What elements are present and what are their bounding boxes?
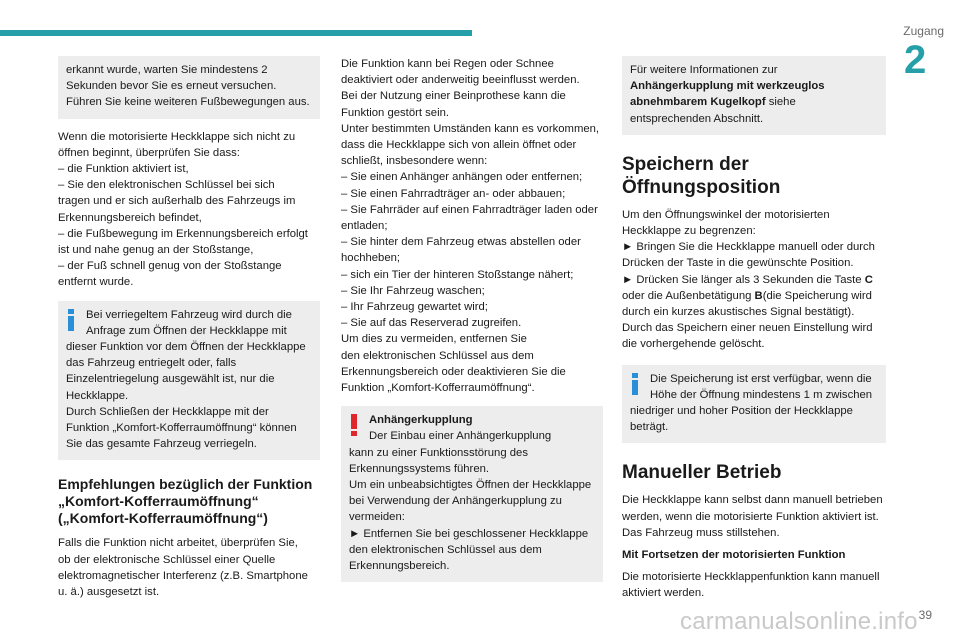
text-line: ► Entfernen Sie bei geschlossener Heckklappe [349, 527, 589, 540]
text-line: die vorhergehende gelöscht. [622, 338, 765, 351]
warning-box-hitch [341, 406, 603, 582]
text-line: Drücken der Taste in die gewünschte Position. [622, 257, 854, 270]
text-line: Die Speicherung ist erst verfügbar, wenn die [650, 372, 872, 385]
text-line: abnehmbarem Kugelkopf siehe [630, 96, 796, 109]
text-line: Um den Öffnungswinkel der motorisierten [622, 208, 830, 221]
text-line: beträgt. [630, 421, 669, 434]
text-line: öffnen beginnt, überprüfen Sie dass: [58, 146, 240, 159]
text-line: den elektronischen Schlüssel aus dem [341, 349, 534, 362]
text-line: ob der elektronische Schlüssel einer Quelle [58, 553, 276, 566]
text-line: u. ä.) ausgesetzt ist. [58, 586, 160, 599]
text-line: – die Funktion aktiviert ist, [58, 163, 189, 176]
text-line: bei Verwendung der Anhängerkupplung zu [349, 495, 562, 508]
text-line: das Fahrzeug entriegelt oder, falls [66, 357, 237, 370]
text-line: dass die Heckklappe sich von allein öffnet oder [341, 139, 577, 152]
page-number: 39 [918, 608, 932, 622]
text-line: hochheben; [341, 252, 401, 265]
chapter-number: 2 [904, 38, 927, 82]
text-line: aktiviert werden. [622, 587, 705, 600]
info-icon [66, 309, 76, 331]
text-line: Funktion „Komfort-Kofferraumöffnung“. [341, 382, 535, 395]
info-box-save [622, 365, 886, 444]
text-line: Anfrage zum Öffnen der Heckklappe mit [86, 324, 287, 337]
text-line: Erkennungssystems führen. [349, 462, 490, 475]
text-line: Heckklappe. [66, 389, 129, 402]
text-line: entsprechenden Abschnitt. [630, 112, 764, 125]
text-line: ► Drücken Sie länger als 3 Sekunden die Taste C [622, 273, 873, 286]
text-line: vermeiden: [349, 511, 405, 524]
column-3 [622, 56, 886, 601]
heading-manual-operation: Manueller Betrieb [622, 462, 782, 484]
paragraph-interference [58, 535, 320, 600]
text-line: – Sie den elektronischen Schlüssel bei sich [58, 179, 275, 192]
text-line: elektromagnetischer Interferenz (z.B. Smartphone [58, 569, 308, 582]
text-line: tragen und er sich außerhalb des Fahrzeugs im [58, 195, 296, 208]
text-line: Bei verriegeltem Fahrzeug wird durch die [86, 308, 292, 321]
subheading-continue-motorised: Mit Fortsetzen der motorisierten Funktion [622, 549, 846, 562]
text-line: Einzelentriegelung ausgewählt ist, nur die [66, 373, 275, 386]
header-accent-bar [0, 30, 472, 36]
text-line: – Sie einen Anhänger anhängen oder entfernen; [341, 171, 583, 184]
paragraph-save-position [622, 207, 886, 353]
text-line: Die Funktion kann bei Regen oder Schnee [341, 58, 554, 70]
column-2 [341, 56, 603, 592]
text-line: ► Bringen Sie die Heckklappe manuell oder durch [622, 241, 875, 254]
paragraph-conditions [341, 56, 603, 396]
text-line: Der Einbau einer Anhängerkupplung [369, 430, 552, 443]
paragraph-manual [622, 492, 886, 541]
text-line: – Sie Fahrräder auf einen Fahrradträger laden oder [341, 203, 598, 216]
text-line: Erkennungsbereich befindet, [58, 211, 202, 224]
text-line: niedriger und hoher Position der Heckklappe [630, 405, 853, 418]
text-line: Das Fahrzeug muss stillstehen. [622, 526, 780, 539]
text-line: Die motorisierte Heckklappenfunktion kann manuell [622, 571, 880, 584]
text-line: Durch Schließen der Heckklappe mit der [66, 405, 269, 418]
text-line: werden, wenn die motorisierte Funktion aktiviert ist. [622, 510, 879, 523]
text-line: durch ein kurzes akustisches Signal bestätigt). [622, 306, 855, 319]
text-line: ist und nahe genug an der Stoßstange, [58, 244, 254, 257]
warning-title: Anhängerkupplung [369, 414, 473, 427]
text-line: entladen; [341, 220, 388, 233]
text-line: – Sie auf das Reserverad zugreifen. [341, 317, 522, 330]
text-line: Durch das Speichern einer neuen Einstellung wird [622, 322, 873, 335]
text-line: Für weitere Informationen zur [630, 64, 778, 76]
column-1 [58, 56, 320, 600]
text-line: Funktion gestört sein. [341, 106, 450, 119]
text-line: – Ihr Fahrzeug gewartet wird; [341, 301, 488, 314]
info-icon [630, 373, 640, 395]
text-line: kann zu einer Funktionsstörung des [349, 446, 528, 459]
text-line: Bei der Nutzung einer Beinprothese kann die [341, 90, 566, 103]
text-line: Um ein unbeabsichtigtes Öffnen der Heckklappe [349, 479, 592, 492]
text-line: Wenn die motorisierte Heckklappe sich nicht zu [58, 130, 296, 143]
text-line: Heckklappe zu begrenzen: [622, 225, 756, 238]
text-line: deaktiviert oder anderweitig beeinflusst werden. [341, 74, 580, 87]
text-line: Funktion „Komfort-Kofferraumöffnung“ können [66, 422, 297, 435]
text-line: – die Fußbewegung im Erkennungsbereich erfolgt [58, 227, 308, 240]
text-line: – Sie hinter dem Fahrzeug etwas abstellen oder [341, 236, 581, 249]
paragraph-activate [622, 569, 886, 601]
text-line: Falls die Funktion nicht arbeitet, überprüfen Sie, [58, 537, 298, 550]
warning-icon [349, 414, 359, 436]
text-line: Erkennungsbereich oder deaktivieren Sie die [341, 365, 566, 378]
watermark: carmanualsonline.info [680, 608, 918, 635]
text-line: Sekunden bevor Sie es erneut versuchen. [66, 80, 277, 93]
heading-save-position: Speichern der Öffnungsposition [622, 153, 781, 198]
text-line: Unter bestimmten Umständen kann es vorkommen, [341, 122, 600, 135]
text-line: oder die Außenbetätigung B(die Speicherung wird [622, 289, 872, 302]
text-line: den elektronischen Schlüssel aus dem [349, 543, 542, 556]
text-line: Um dies zu vermeiden, entfernen Sie [341, 333, 527, 346]
text-line: schließt, insbesondere wenn: [341, 155, 488, 168]
text-line: – Sie Ihr Fahrzeug waschen; [341, 284, 485, 297]
text-line: – sich ein Tier der hinteren Stoßstange nähert; [341, 268, 574, 281]
paragraph-check-list [58, 129, 320, 291]
text-line: Anhängerkupplung mit werkzeuglos [630, 80, 825, 93]
section-title: Zugang [903, 24, 944, 38]
text-line: Höhe der Öffnung mindestens 1 m zwischen [650, 388, 873, 401]
info-box-unlock [58, 301, 320, 461]
text-line: Die Heckklappe kann selbst dann manuell betrieben [622, 494, 883, 507]
text-line: dieser Funktion vor dem Öffnen der Heckklappe [66, 341, 306, 354]
text-line: Führen Sie keine weiteren Fußbewegungen aus. [66, 96, 310, 109]
heading-recommendations: Empfehlungen bezüglich der Funktion „Komfort-Kofferraumöffnung“ („Komfort-Kofferraumöffnung“) [58, 476, 313, 527]
text-line: – der Fuß schnell genug von der Stoßstange [58, 260, 282, 273]
text-line: Sie das gesamte Fahrzeug verriegeln. [66, 438, 257, 451]
text-line: entfernt wurde. [58, 276, 134, 289]
text-line: – Sie einen Fahrradträger an- oder abbauen; [341, 187, 566, 200]
text-line: erkannt wurde, warten Sie mindestens 2 [66, 64, 268, 76]
text-line: Erkennungsbereich. [349, 560, 450, 573]
note-box-top [58, 56, 320, 119]
note-box-hitch-info [622, 56, 886, 135]
